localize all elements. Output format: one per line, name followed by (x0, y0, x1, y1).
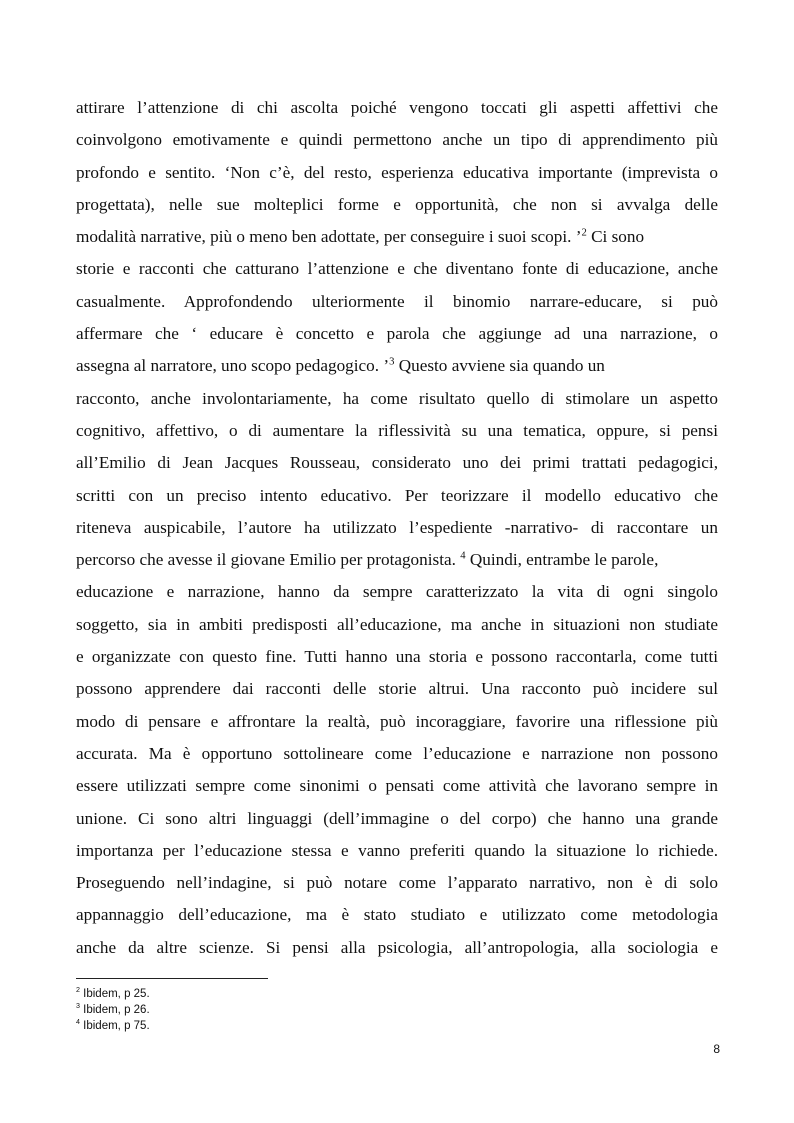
text-line: soggetto, sia in ambiti predisposti all’educazione, ma anche in situazioni non studiate (76, 614, 718, 634)
footnote-number: 2 (76, 986, 80, 995)
footnote-text: Ibidem, p 26. (79, 1004, 150, 1016)
text-line: racconto, anche involontariamente, ha come risultato quello di stimolare un aspetto (76, 388, 718, 408)
footnote-ref-4: 4 (460, 550, 466, 562)
text-line: casualmente. Approfondendo ulteriormente il binomio narrare-educare, si può (76, 291, 718, 311)
text-segment: assegna al narratore, uno scopo pedagogico. ’ (76, 356, 390, 376)
footnote (76, 986, 376, 1002)
text-line: all’Emilio di Jean Jacques Rousseau, considerato uno dei primi trattati pedagogici, (76, 453, 718, 473)
text-segment: modalità narrative, più o meno ben adottate, per conseguire i suoi scopi. ’ (76, 227, 582, 247)
text-line: riteneva auspicabile, l’autore ha utilizzato l’espediente -narrativo- di raccontare un (76, 517, 718, 537)
footnote-separator (76, 978, 268, 979)
text-segment: Questo avviene sia quando un (394, 356, 605, 376)
text-line (76, 350, 718, 382)
text-line: progettata), nelle sue molteplici forme e opportunità, che non si avvalga delle (76, 194, 718, 214)
page-number: 8 (713, 1042, 720, 1056)
footnote-number: 4 (76, 1018, 80, 1027)
footnote-ref-3: 3 (389, 356, 395, 368)
text-line: possono apprendere dai racconti delle storie altrui. Una racconto può incidere sul (76, 679, 718, 699)
text-line: educazione e narrazione, hanno da sempre caratterizzato la vita di ogni singolo (76, 582, 718, 602)
text-line: affermare che ‘ educare è concetto e parola che aggiunge ad una narrazione, o (76, 324, 718, 344)
text-line: attirare l’attenzione di chi ascolta poiché vengono toccati gli aspetti affettivi che (76, 98, 718, 117)
text-line: scritti con un preciso intento educativo. Per teorizzare il modello educativo che (76, 485, 718, 505)
text-segment: Ci sono (586, 227, 645, 247)
text-line: coinvolgono emotivamente e quindi permettono anche un tipo di apprendimento più (76, 130, 718, 150)
text-line: unione. Ci sono altri linguaggi (dell’immagine o del corpo) che hanno una grande (76, 808, 718, 828)
footnote-text: Ibidem, p 75. (79, 1020, 150, 1032)
text-line: anche da altre scienze. Si pensi alla psicologia, all’antropologia, alla sociologia e (76, 937, 718, 957)
text-segment: Quindi, entrambe le parole, (465, 550, 659, 570)
text-line (76, 221, 718, 253)
text-line: importanza per l’educazione stessa e vanno preferiti quando la situazione lo richiede. (76, 840, 718, 860)
text-line: essere utilizzati sempre come sinonimi o pensati come attività che lavorano sempre in (76, 776, 718, 796)
footnote (76, 1002, 376, 1018)
text-line: cognitivo, affettivo, o di aumentare la riflessività su una tematica, oppure, si pensi (76, 420, 718, 440)
text-line: storie e racconti che catturano l’attenzione e che diventano fonte di educazione, anche (76, 259, 718, 279)
text-line (76, 544, 718, 576)
body-text (76, 92, 718, 964)
footnotes (76, 986, 376, 1034)
footnote-number: 3 (76, 1002, 80, 1011)
text-line: appannaggio dell’educazione, ma è stato studiato e utilizzato come metodologia (76, 905, 718, 925)
footnote-ref-2: 2 (581, 227, 587, 239)
footnote-text: Ibidem, p 25. (79, 988, 150, 1000)
text-line: profondo e sentito. ‘Non c’è, del resto, esperienza educativa importante (imprevista o (76, 162, 718, 182)
footnote (76, 1018, 376, 1034)
text-line: modo di pensare e affrontare la realtà, può incoraggiare, favorire una riflessione più (76, 711, 718, 731)
text-segment: percorso che avesse il giovane Emilio per protagonista. (76, 550, 461, 570)
text-line: Proseguendo nell’indagine, si può notare come l’apparato narrativo, non è di solo (76, 873, 718, 893)
text-line: accurata. Ma è opportuno sottolineare come l’educazione e narrazione non possono (76, 743, 718, 763)
text-line: e organizzate con questo fine. Tutti hanno una storia e possono raccontarla, come tutti (76, 647, 718, 667)
